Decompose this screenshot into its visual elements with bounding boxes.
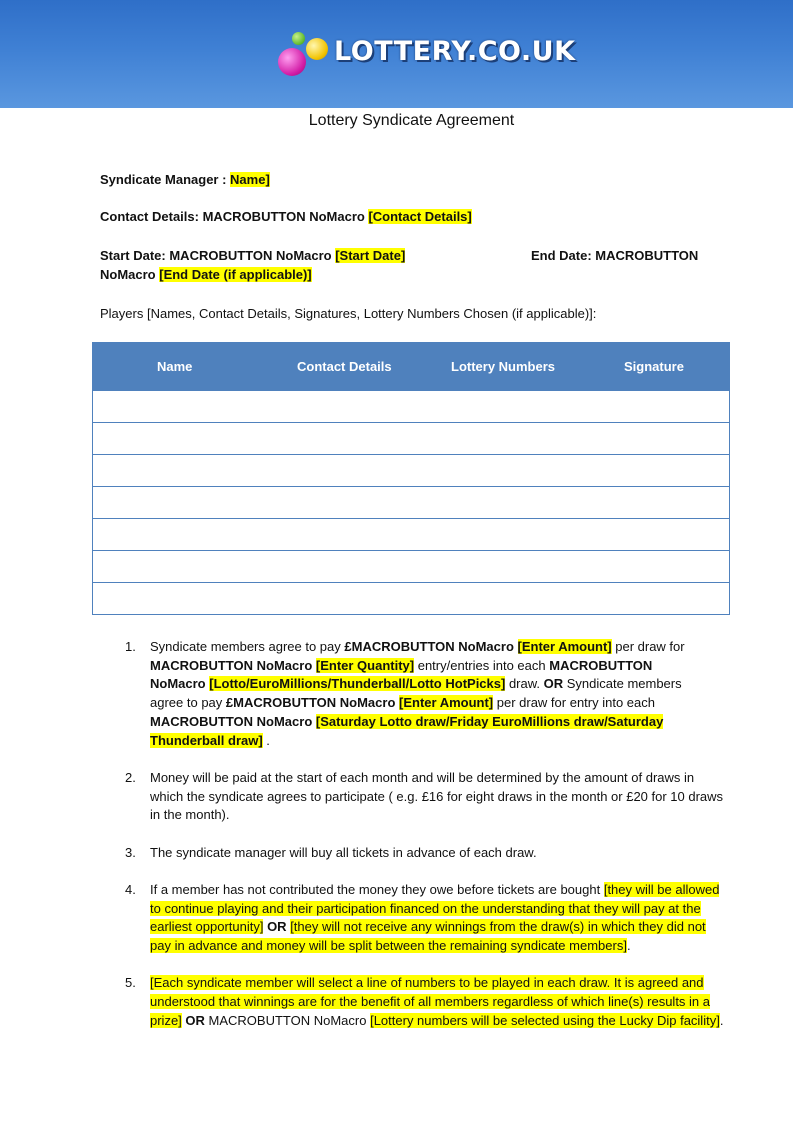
- amount-field[interactable]: [Enter Amount]: [517, 639, 612, 654]
- players-table: [92, 342, 730, 615]
- players-intro: Players [Names, Contact Details, Signatures, Lottery Numbers Chosen (if applicable)]:: [100, 306, 597, 321]
- macro-text: MACROBUTTON NoMacro: [208, 1012, 371, 1028]
- lottery-logo: [278, 32, 576, 78]
- end-date-line: [100, 267, 312, 282]
- manager-field[interactable]: Name]: [230, 172, 270, 187]
- or-text: OR: [543, 676, 564, 692]
- col-lottery-numbers: Lottery Numbers: [451, 359, 556, 374]
- term-1: [125, 638, 725, 750]
- term-text: .: [626, 937, 631, 953]
- quantity-field[interactable]: [Enter Quantity]: [315, 657, 415, 673]
- table-header: [93, 343, 729, 390]
- term-text: per draw for entry into each: [493, 695, 655, 711]
- term-text: agree to pay: [150, 695, 226, 711]
- start-date-field[interactable]: [Start Date]: [335, 248, 406, 263]
- end-date-field[interactable]: [End Date (if applicable)]: [159, 267, 312, 282]
- manager-label: Syndicate Manager :: [100, 172, 231, 187]
- term-2: [125, 769, 725, 825]
- term-number: 3.: [125, 844, 136, 860]
- macro-text: MACROBUTTON NoMacro: [150, 657, 316, 673]
- term-text: Syndicate members: [563, 676, 682, 692]
- term-text: entry/entries into each: [414, 657, 550, 673]
- macro-text: MACROBUTTON NoMacro: [150, 713, 316, 729]
- table-row[interactable]: [93, 454, 729, 486]
- term-text: Syndicate members agree to pay: [150, 639, 345, 654]
- table-row[interactable]: [93, 390, 729, 422]
- end-label: End Date: MACROBUTTON: [531, 248, 699, 263]
- macro-text: £MACROBUTTON NoMacro: [344, 639, 518, 654]
- term-text: Money will be paid at the start of each month and will be determined by the amount of draws in which the syndicate agrees to participate ( e.g. £16 for eight draws in the month or £20 for 10 draws in the month).: [150, 769, 724, 823]
- term-4: [125, 881, 725, 956]
- logo-text: LOTTERY.CO.UK: [334, 36, 576, 67]
- end-label-2: NoMacro: [100, 267, 160, 282]
- start-label: Start Date: MACROBUTTON NoMacro: [100, 248, 336, 263]
- option-lucky-dip[interactable]: [Lottery numbers will be selected using the Lucky Dip facility]: [370, 1012, 720, 1028]
- contact-label: Contact Details: MACROBUTTON NoMacro: [100, 209, 369, 224]
- term-text: .: [719, 1012, 724, 1028]
- term-number: 1.: [125, 639, 136, 654]
- option-select-numbers[interactable]: [Each syndicate member will select a line of numbers to be played in each draw. It is agreed and understood that winnings are for the benefit of all members regardless of which line(s) results in a prize]: [150, 975, 711, 1028]
- manager-value: Name: [230, 172, 266, 187]
- table-row[interactable]: [93, 582, 729, 614]
- term-text: .: [262, 732, 270, 748]
- amount-field-2[interactable]: [Enter Amount]: [399, 695, 494, 711]
- term-number: 5.: [125, 975, 136, 991]
- col-name: Name: [157, 359, 193, 374]
- macro-text: MACROBUTTON: [549, 657, 653, 673]
- draw-field[interactable]: [Saturday Lotto draw/Friday EuroMillions draw/Saturday: [315, 713, 664, 729]
- macro-text: NoMacro: [150, 676, 210, 692]
- term-5: [125, 974, 725, 1030]
- table-row[interactable]: [93, 486, 729, 518]
- green-ball-icon: [292, 32, 305, 45]
- table-row[interactable]: [93, 518, 729, 550]
- contact-field[interactable]: [Contact Details]: [368, 209, 472, 224]
- term-text: The syndicate manager will buy all tickets in advance of each draw.: [150, 844, 537, 860]
- terms-list: [125, 638, 725, 1049]
- term-number: 4.: [125, 881, 136, 897]
- option-no-winnings[interactable]: [they will not receive any winnings from the draw(s) in which they did not pay in advance and money will be split between the remaining syndicate members]: [150, 919, 706, 953]
- term-text: per draw for: [611, 639, 685, 654]
- option-continue-playing[interactable]: [they will be allowed to continue playing and their participation financed on the understanding that they will pay at the earliest opportunity]: [150, 881, 720, 935]
- header-band: [0, 0, 793, 108]
- or-text: OR: [181, 1012, 209, 1028]
- document-title: Lottery Syndicate Agreement: [308, 112, 515, 129]
- start-date-line: [100, 248, 405, 263]
- draw-field-cont[interactable]: Thunderball draw]: [150, 732, 263, 748]
- macro-text: £MACROBUTTON NoMacro: [225, 695, 399, 711]
- term-text: draw.: [505, 676, 544, 692]
- table-row[interactable]: [93, 422, 729, 454]
- manager-line: [100, 172, 270, 187]
- col-signature: Signature: [624, 359, 684, 374]
- table-row[interactable]: [93, 550, 729, 582]
- magenta-ball-icon: [278, 48, 306, 76]
- col-contact-details: Contact Details: [297, 359, 392, 374]
- game-field[interactable]: [Lotto/EuroMillions/Thunderball/Lotto HotPicks]: [209, 676, 506, 692]
- term-text: If a member has not contributed the money they owe before tickets are bought: [150, 881, 604, 897]
- contact-line: [100, 209, 472, 224]
- or-text: OR: [263, 919, 291, 935]
- yellow-ball-icon: [306, 38, 328, 60]
- end-date-label-line: [531, 248, 698, 263]
- term-number: 2.: [125, 769, 136, 785]
- term-3: [125, 844, 725, 863]
